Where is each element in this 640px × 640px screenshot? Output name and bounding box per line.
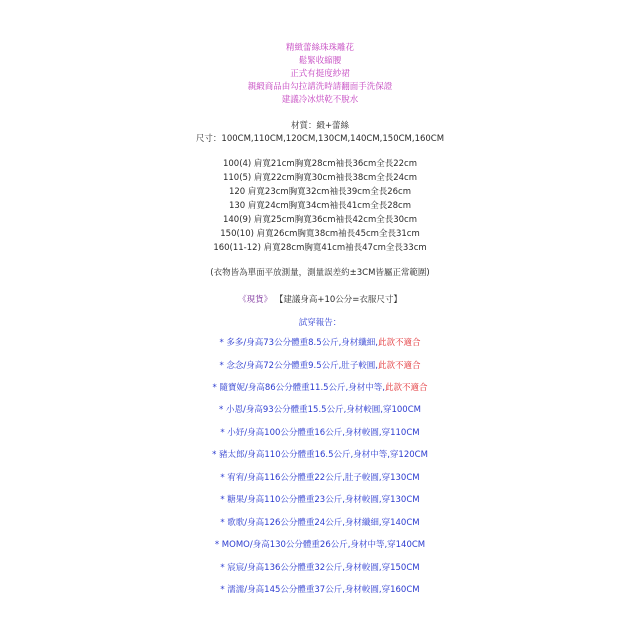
- report-row: [0, 563, 640, 574]
- size-row-140: 140(9) 肩寬25cm胸寬36cm袖長42cm全長30cm: [222, 215, 418, 225]
- report-text: * 宸宸/身高136公分體重32公斤,身材較圓,穿150CM: [220, 563, 420, 573]
- size-row-150: 150(10) 肩寬26cm胸寬38cm袖長45cm全長31cm: [220, 229, 420, 239]
- report-text: * 歌歌/身高126公分體重24公斤,身材纖細,穿140CM: [220, 518, 420, 528]
- size-row-130: 130 肩寬24cm胸寬34cm袖長41cm全長28cm: [228, 201, 411, 211]
- report-note: 此款不適合: [378, 361, 421, 371]
- report-row: [0, 473, 640, 484]
- report-row: [0, 338, 640, 349]
- intro-line-2: 鬆緊收縮腰: [298, 56, 342, 66]
- size-row-120: 120 肩寬23cm胸寬32cm袖長39cm全長26cm: [228, 187, 411, 197]
- report-text: * 小妤/身高100公分體重16公斤,身材較圓,穿110CM: [220, 428, 420, 438]
- report-text: * 濡濡/身高145公分體重37公斤,身材較圓,穿160CM: [220, 585, 420, 595]
- report-note: 此款不適合: [384, 383, 428, 393]
- report-text: * 宥宥/身高116公分體重22公斤,肚子較圓,穿130CM: [220, 473, 420, 483]
- intro-line-1: 精緻蕾絲珠珠雕花: [285, 43, 354, 53]
- report-row: [0, 450, 640, 461]
- size-row-110: 110(5) 肩寬22cm胸寬30cm袖長38cm全長24cm: [222, 173, 418, 183]
- report-text: * 豬太郎/身高110公分體重16.5公斤,身材中等,穿120CM: [212, 450, 428, 460]
- size-row-100: 100(4) 肩寬21cm胸寬28cm袖長36cm全長22cm: [222, 159, 418, 169]
- report-text: * MOMO/身高130公分體重26公斤,身材中等,穿140CM: [214, 540, 426, 550]
- size-row-160: 160(11-12) 肩寬28cm胸寬41cm袖長47cm全長33cm: [213, 243, 427, 253]
- report-text: * 隨寶妮/身高86公分體重11.5公斤,身材中等,: [212, 383, 385, 393]
- report-row: [0, 383, 640, 394]
- suggest-text: 【建議身高+10公分=衣服尺寸】: [274, 295, 402, 305]
- report-row: [0, 495, 640, 506]
- report-text: * 多多/身高73公分體重8.5公斤,身材纖細,: [219, 338, 379, 348]
- report-row: [0, 405, 640, 416]
- report-text: * 念念/身高72公分體重9.5公斤,肚子較圓,: [219, 361, 379, 371]
- report-row: [0, 585, 640, 596]
- intro-line-3: 正式有挺度紗裙: [290, 69, 350, 79]
- report-title: 試穿報告：: [298, 318, 342, 328]
- measure-note: (衣物皆為單面平放測量，測量誤差約±3CM皆屬正常範圍): [210, 268, 430, 278]
- report-note: 此款不適合: [378, 338, 421, 348]
- report-row: [0, 540, 640, 551]
- material-line: 材質：緞+蕾絲: [290, 121, 350, 131]
- sizes-line: 尺寸：100CM,110CM,120CM,130CM,140CM,150CM,160CM: [195, 134, 445, 144]
- report-text: * 糖果/身高110公分體重23公斤,身材較圓,穿130CM: [220, 495, 420, 505]
- suggest-line: [0, 295, 640, 306]
- report-row: [0, 428, 640, 439]
- intro-line-4: 親緞商品由勾拉請洗時請翻面手洗保證: [247, 82, 393, 92]
- report-row: [0, 518, 640, 529]
- report-text: * 小恩/身高93公分體重15.5公斤,身材較圓,穿100CM: [219, 405, 421, 415]
- intro-line-5: 建議冷冰烘乾不脫水: [281, 95, 359, 105]
- suggest-prefix: 《現貨》: [238, 295, 273, 305]
- report-row: [0, 361, 640, 372]
